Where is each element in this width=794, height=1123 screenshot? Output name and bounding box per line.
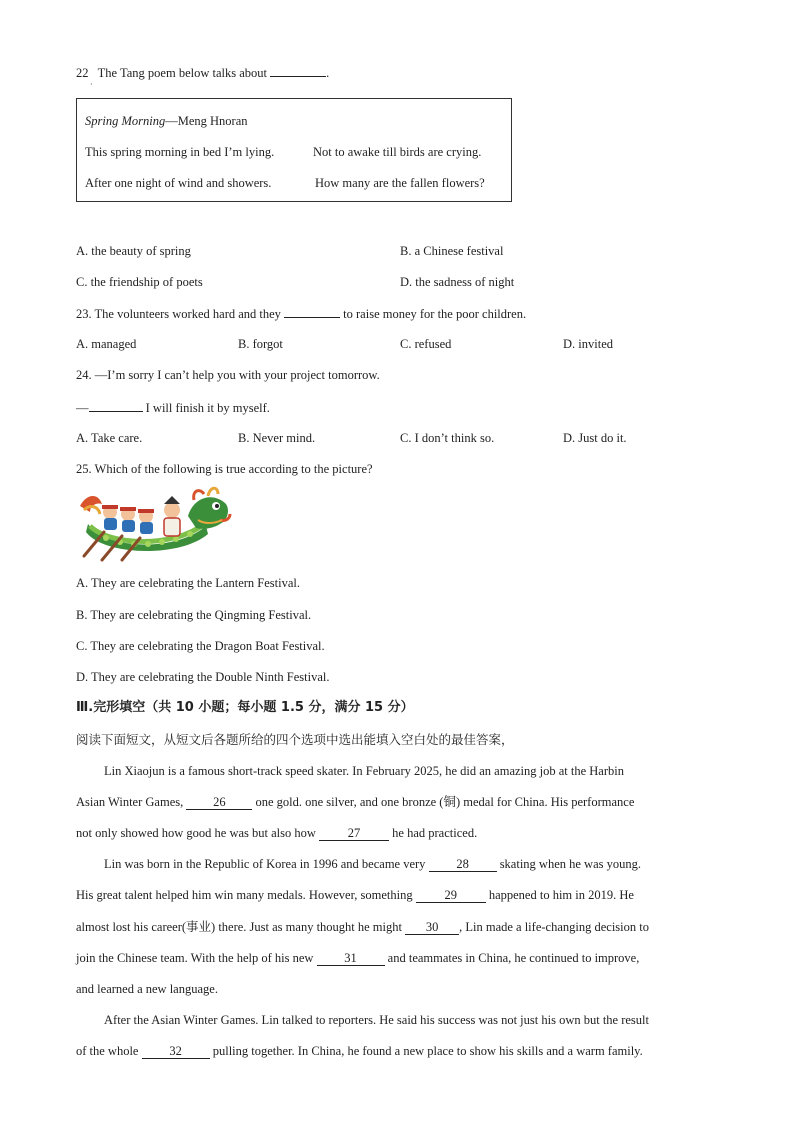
q22-option-c[interactable]: C. the friendship of poets [76,275,203,289]
q25-option-a[interactable]: A. They are celebrating the Lantern Festival. [76,576,300,590]
blank-26[interactable]: 26 [186,795,252,810]
poem-author: —Meng Hnoran [165,114,248,128]
passage-p1-line-2: Asian Winter Games, 26 one gold. one silver, and one bronze (铜) medal for China. His performance [76,795,635,809]
blank-27[interactable]: 27 [319,826,389,841]
passage-p2-line-1: Lin was born in the Republic of Korea in 1996 and became very 28 skating when he was young. [104,857,641,871]
q24-line-2: — I will finish it by myself. [76,401,270,415]
q25-option-b[interactable]: B. They are celebrating the Qingming Festival. [76,608,312,622]
passage-p3-line-2: of the whole 32 pulling together. In China, he found a new place to show his skills and a warm family. [76,1044,643,1058]
section-3-instruction: 阅读下面短文，从短文后各题所给的四个选项中选出能填入空白处的最佳答案， [76,732,514,747]
q23-option-a[interactable]: A. managed [76,337,137,351]
poem-box [76,98,512,202]
passage-p2-line-5: and learned a new language. [76,982,218,996]
poem-line-2a: After one night of wind and showers. [85,176,272,190]
q23-option-b[interactable]: B. forgot [238,337,283,351]
q24-option-d[interactable]: D. Just do it. [563,431,627,445]
q23-stem: 23. The volunteers worked hard and they to raise money for the poor children. [76,307,527,321]
blank-28[interactable]: 28 [429,857,497,872]
passage-p2-line-4: join the Chinese team. With the help of his new 31 and teammates in China, he continued to improve, [76,951,640,965]
dragon-boat-illustration [76,486,232,562]
q22-option-a[interactable]: A. the beauty of spring [76,244,191,258]
q25-stem: 25. Which of the following is true according to the picture? [76,462,373,476]
q23-option-c[interactable]: C. refused [400,337,452,351]
q22-number: 22 [76,66,89,80]
q24-option-c[interactable]: C. I don’t think so. [400,431,495,445]
blank-30[interactable]: 30 [405,920,459,935]
poem-line-2b: How many are the fallen flowers? [315,176,485,190]
q24-blank[interactable] [89,399,143,412]
passage-p1-line-3: not only showed how good he was but also how 27 he had practiced. [76,826,478,840]
decorative-dot: · [90,80,93,89]
q24-line-1: 24. —I’m sorry I can’t help you with your project tomorrow. [76,368,380,382]
blank-32[interactable]: 32 [142,1044,210,1059]
passage-p3-line-1: After the Asian Winter Games. Lin talked to reporters. He said his success was not just his own but the result [104,1013,649,1027]
q22-blank[interactable] [270,64,326,77]
poem-line-1b: Not to awake till birds are crying. [313,145,482,159]
passage-p2-line-3: almost lost his career(事业) there. Just as many thought he might 30 , Lin made a life-changing decision to [76,920,649,934]
poem-title: Spring Morning [85,114,166,128]
q23-blank[interactable] [284,305,340,318]
q22-option-b[interactable]: B. a Chinese festival [400,244,504,258]
blank-29[interactable]: 29 [416,888,486,903]
q24-option-a[interactable]: A. Take care. [76,431,143,445]
q22-option-d[interactable]: D. the sadness of night [400,275,515,289]
blank-31[interactable]: 31 [317,951,385,966]
poem-line-1a: This spring morning in bed I’m lying. [85,145,275,159]
q24-option-b[interactable]: B. Never mind. [238,431,316,445]
q23-option-d[interactable]: D. invited [563,337,613,351]
passage-p2-line-2: His great talent helped him win many medals. However, something 29 happened to him in 2019. He [76,888,634,902]
q22-stem-text: The Tang poem below talks about [97,66,267,80]
q25-option-c[interactable]: C. They are celebrating the Dragon Boat Festival. [76,639,325,653]
passage-p1-line-1: Lin Xiaojun is a famous short-track speed skater. In February 2025, he did an amazing job at the Harbin [104,764,624,778]
poem-title-line [85,113,248,129]
q22-stem: 22 The Tang poem below talks about . [76,66,330,80]
q25-option-d[interactable]: D. They are celebrating the Double Ninth Festival. [76,670,330,684]
section-3-title: Ⅲ.完形填空（共 10 小题；每小题 1.5 分，满分 15 分） [76,700,414,715]
